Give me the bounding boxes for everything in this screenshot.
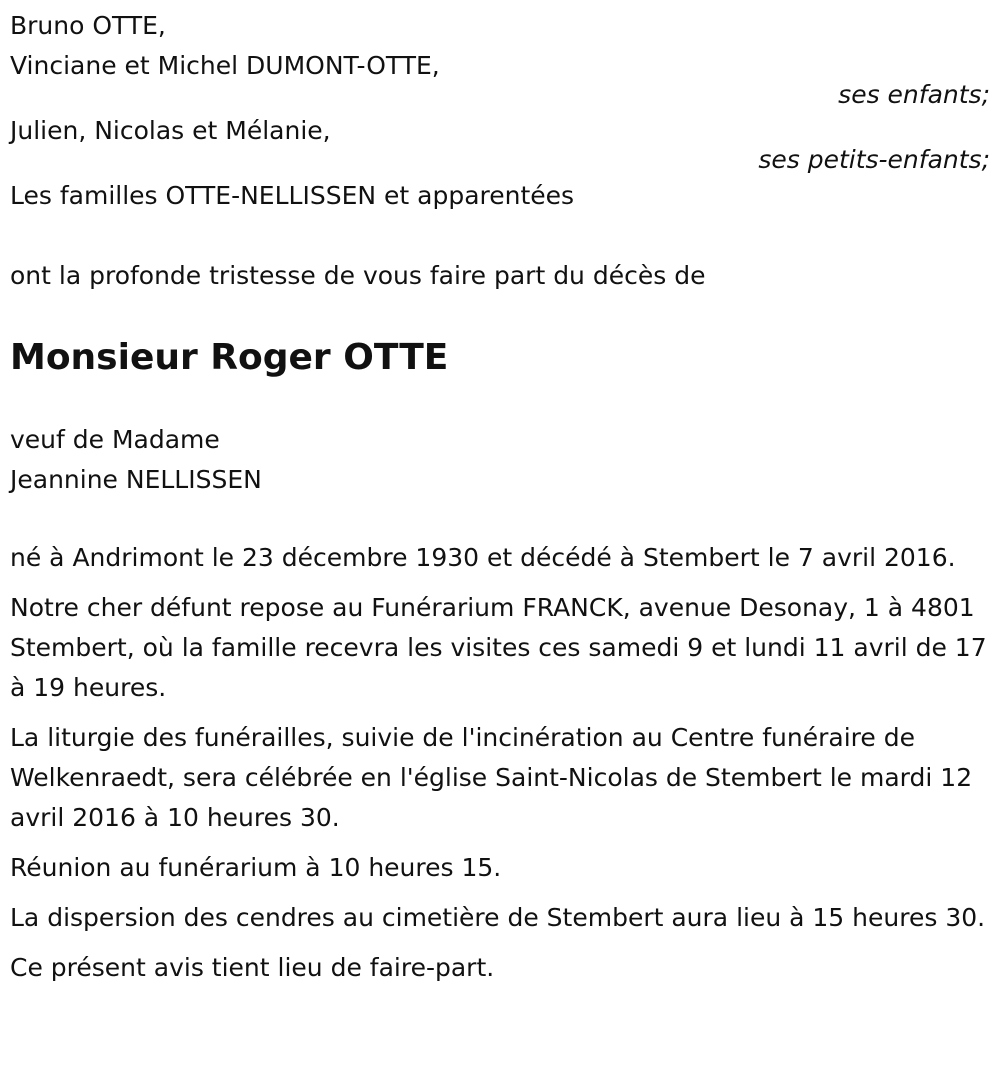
closing-paragraph: Ce présent avis tient lieu de faire-part. xyxy=(10,953,495,982)
children-role: ses enfants; xyxy=(838,80,990,109)
widow-section xyxy=(10,420,990,500)
grandchildren-role: ses petits-enfants; xyxy=(758,145,990,174)
deceased-name: Monsieur Roger OTTE xyxy=(10,337,449,378)
child-line-2: Vinciane et Michel DUMONT-OTTE, xyxy=(10,51,440,80)
announcement-intro: ont la profonde tristesse de vous faire part du décès de xyxy=(10,261,706,290)
ashes-paragraph: La dispersion des cendres au cimetière de Stembert aura lieu à 15 heures 30. xyxy=(10,903,986,932)
families-line: Les familles OTTE-NELLISSEN et apparentées xyxy=(10,181,575,210)
grandchildren-line: Julien, Nicolas et Mélanie, xyxy=(10,116,331,145)
birth-death-paragraph: né à Andrimont le 23 décembre 1930 et décédé à Stembert le 7 avril 2016. xyxy=(10,543,956,572)
liturgy-paragraph: La liturgie des funérailles, suivie de l'incinération au Centre funéraire de Welkenraedt, sera célébrée en l'église Saint-Nicolas de Stembert le mardi 12 avril 2016 à 10 heures 30. xyxy=(10,723,973,832)
widow-line-2: Jeannine NELLISSEN xyxy=(10,465,262,494)
details-section xyxy=(10,538,990,988)
meeting-paragraph: Réunion au funérarium à 10 heures 15. xyxy=(10,853,502,882)
widow-line-1: veuf de Madame xyxy=(10,425,220,454)
child-line-1: Bruno OTTE, xyxy=(10,11,166,40)
visitation-paragraph: Notre cher défunt repose au Funérarium FRANCK, avenue Desonay, 1 à 4801 Stembert, où la famille recevra les visites ces samedi 9 et lundi 11 avril de 17 à 19 heures. xyxy=(10,593,987,702)
family-section xyxy=(10,0,990,216)
